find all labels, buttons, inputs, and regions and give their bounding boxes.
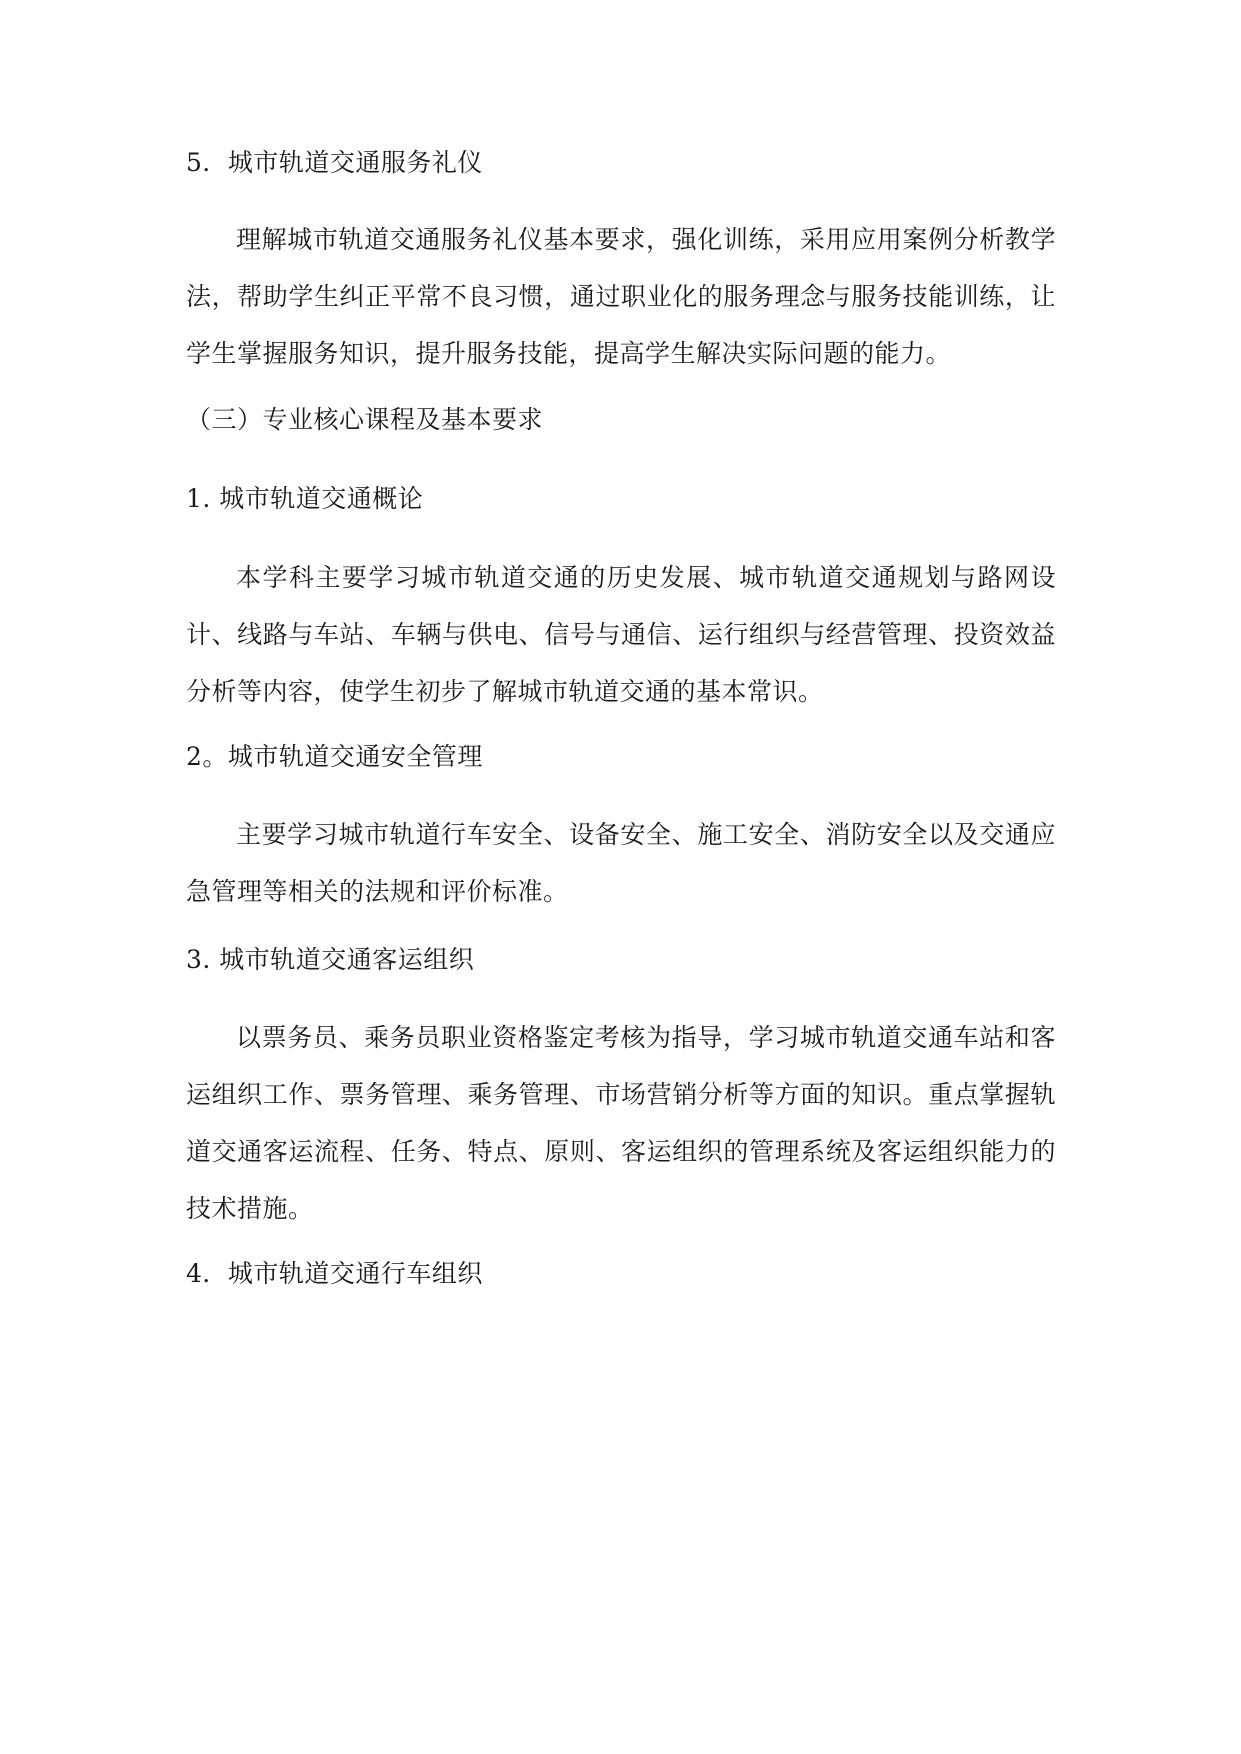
paragraph-introduction: 本学科主要学习城市轨道交通的历史发展、城市轨道交通规划与路网设计、线路与车站、车辆与供电、信号与通信、运行组织与经营管理、投资效益分析等内容，使学生初步了解城市轨道交通的基本常识。 bbox=[186, 563, 1056, 706]
paragraph-service-etiquette: 理解城市轨道交通服务礼仪基本要求，强化训练，采用应用案例分析教学法，帮助学生纠正平常不良习惯，通过职业化的服务理念与服务技能训练，让学生掌握服务知识，提升服务技能，提高学生解决实际问题的能力。 bbox=[186, 225, 1056, 368]
section-heading-core-courses: （三）专业核心课程及基本要求 bbox=[186, 405, 544, 434]
section-heading-safety-management: 2。城市轨道交通安全管理 bbox=[186, 742, 483, 771]
section-heading-introduction: 1. 城市轨道交通概论 bbox=[186, 484, 424, 513]
section-heading-train-operation: 4．城市轨道交通行车组织 bbox=[186, 1259, 483, 1288]
paragraph-safety-management: 主要学习城市轨道行车安全、设备安全、施工安全、消防安全以及交通应急管理等相关的法规和评价标准。 bbox=[186, 820, 1056, 906]
paragraph-passenger-organization: 以票务员、乘务员职业资格鉴定考核为指导，学习城市轨道交通车站和客运组织工作、票务管理、乘务管理、市场营销分析等方面的知识。重点掌握轨道交通客运流程、任务、特点、原则、客运组织的管理系统及客运组织能力的技术措施。 bbox=[186, 1023, 1056, 1223]
section-heading-passenger-organization: 3. 城市轨道交通客运组织 bbox=[186, 945, 475, 974]
section-heading-service-etiquette: 5．城市轨道交通服务礼仪 bbox=[186, 148, 483, 177]
